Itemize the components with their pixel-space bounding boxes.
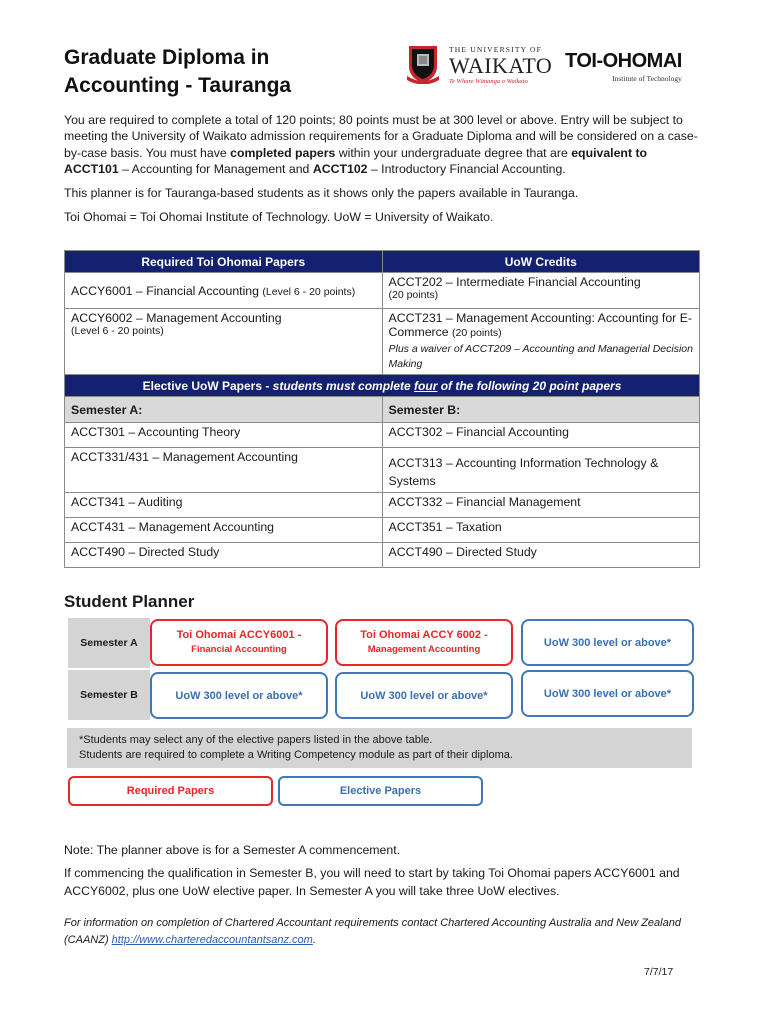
waikato-small-text: THE UNIVERSITY OF xyxy=(449,45,543,54)
toi-small-text: Institute of Technology xyxy=(612,74,682,83)
cell xyxy=(382,273,700,309)
waikato-motto: Te Whare Wānanga o Waikato xyxy=(449,78,528,85)
intro-paragraph-1 xyxy=(64,112,704,177)
toi-ohomai-logo xyxy=(565,50,682,83)
table-row xyxy=(65,543,700,568)
text: Management Accounting xyxy=(367,644,481,655)
planner-box-accy6002 xyxy=(335,619,513,666)
planner-box-elective xyxy=(521,619,694,666)
document-date: 7/7/17 xyxy=(644,966,674,978)
note-semester-b: If commencing the qualification in Semester B, you will need to start by taking Toi Ohomai papers ACCY6001 and ACCY6002, plus one UoW elective paper. In Semester A you will take three UoW electives. xyxy=(64,866,680,898)
planner-title: Student Planner xyxy=(64,592,195,611)
text: Elective UoW Papers - xyxy=(142,378,273,393)
cell: ACCT302 – Financial Accounting xyxy=(382,423,700,448)
table-row xyxy=(65,518,700,543)
text: UoW 300 level or above* xyxy=(175,689,303,702)
header-uow-credits: UoW Credits xyxy=(382,251,700,273)
intro-paragraph-3: Toi Ohomai = Toi Ohomai Institute of Technology. UoW = University of Waikato. xyxy=(64,210,494,225)
planner-box-accy6001 xyxy=(150,619,328,666)
bold-text: equivalent to ACCT101 xyxy=(64,145,648,176)
intro-section xyxy=(64,112,704,234)
semester-a-label: Semester A xyxy=(68,618,150,668)
caanz-link[interactable]: http://www.charteredaccountantsanz.com xyxy=(111,934,313,946)
planner-box-elective xyxy=(521,670,694,717)
cell xyxy=(382,309,700,375)
text: UoW 300 level or above* xyxy=(360,689,488,702)
cell: ACCT301 – Accounting Theory xyxy=(65,423,383,448)
page-title xyxy=(64,44,291,100)
cell: ACCT331/431 – Management Accounting xyxy=(65,448,383,493)
table-row xyxy=(65,493,700,518)
toi-big-text: TOI-OHOMAI xyxy=(565,50,682,72)
legend-elective-papers: Elective Papers xyxy=(278,776,483,806)
table-row xyxy=(65,448,700,493)
text: ACCY6002 – Management Accounting xyxy=(71,311,282,325)
semester-b-label: Semester B xyxy=(68,670,150,720)
cell: ACCT490 – Directed Study xyxy=(65,543,383,568)
table-row xyxy=(65,309,700,375)
cell xyxy=(65,309,383,375)
text: students must complete xyxy=(272,378,415,393)
text: (Level 6 - 20 points) xyxy=(71,325,164,337)
text: – Accounting for Management and xyxy=(118,161,313,176)
papers-table xyxy=(64,250,700,568)
text: You are required to complete a total of 120 points; 80 points must be at 300 level or above. Entry will be subject to meeting the University of Waikato admission requirements for a Graduate Diploma and will be considered on a case-by-case basis. You must have xyxy=(64,113,698,160)
semester-a-header: Semester A: xyxy=(65,397,383,423)
text: (20 points) xyxy=(388,289,439,301)
cell: ACCT313 – Accounting Information Technology & Systems xyxy=(382,448,700,493)
text: ACCT231 – Management Accounting: Accounting for E-Commerce xyxy=(388,311,692,339)
cell: ACCT332 – Financial Management xyxy=(382,493,700,518)
bold-text: ACCT102 xyxy=(312,161,368,176)
caanz-info xyxy=(64,915,704,949)
bold-text: completed papers xyxy=(230,145,336,160)
text: For information on completion of Chartered Accountant requirements contact Chartered Accounting Australia and New Zealand (CAANZ) xyxy=(64,917,681,946)
text: – Introductory Financial Accounting. xyxy=(367,161,566,176)
text: Students are required to complete a Writing Competency module as part of their diploma. xyxy=(79,749,513,761)
header-required-papers: Required Toi Ohomai Papers xyxy=(65,251,383,273)
text: within your undergraduate degree that are xyxy=(335,145,572,160)
cell: ACCT490 – Directed Study xyxy=(382,543,700,568)
text: (20 points) xyxy=(452,327,502,339)
legend-required-papers: Required Papers xyxy=(68,776,273,806)
text: Financial Accounting xyxy=(191,644,287,655)
text: of the following 20 point papers xyxy=(437,378,622,393)
cell: ACCT431 – Management Accounting xyxy=(65,518,383,543)
planner-footnote xyxy=(67,728,692,768)
title-line-2: Accounting - Tauranga xyxy=(64,74,292,97)
cell xyxy=(65,273,383,309)
text: ACCY6001 – Financial Accounting xyxy=(71,283,263,298)
table-row xyxy=(65,423,700,448)
text: UoW 300 level or above* xyxy=(543,636,672,649)
waikato-big-text: WAIKATO xyxy=(449,53,553,78)
text: *Students may select any of the elective papers listed in the above table. xyxy=(79,734,433,746)
cell: ACCT351 – Taxation xyxy=(382,518,700,543)
text: (Level 6 - 20 points) xyxy=(262,285,356,298)
text: ACCT202 – Intermediate Financial Accounting xyxy=(388,275,641,289)
title-line-1: Graduate Diploma in xyxy=(64,46,270,69)
text: Toi Ohomai ACCY6001 - xyxy=(176,629,302,641)
note-semester-a: Note: The planner above is for a Semester A commencement. xyxy=(64,843,401,857)
text: four xyxy=(414,378,438,393)
text: UoW 300 level or above* xyxy=(543,687,672,700)
cell: ACCT341 – Auditing xyxy=(65,493,383,518)
logos xyxy=(405,44,705,86)
elective-header xyxy=(65,375,700,397)
text: Toi Ohomai ACCY 6002 - xyxy=(360,629,488,641)
planner-box-elective xyxy=(150,672,328,719)
text: . xyxy=(312,934,316,946)
waiver-note: Plus a waiver of ACCT209 – Accounting and Managerial Decision Making xyxy=(388,343,693,370)
semester-b-header: Semester B: xyxy=(382,397,700,423)
intro-paragraph-2: This planner is for Tauranga-based students as it shows only the papers available in Tauranga. xyxy=(64,186,579,201)
planner-box-elective xyxy=(335,672,513,719)
table-row xyxy=(65,273,700,309)
waikato-logo xyxy=(449,45,552,85)
waikato-crest-icon xyxy=(405,44,441,84)
